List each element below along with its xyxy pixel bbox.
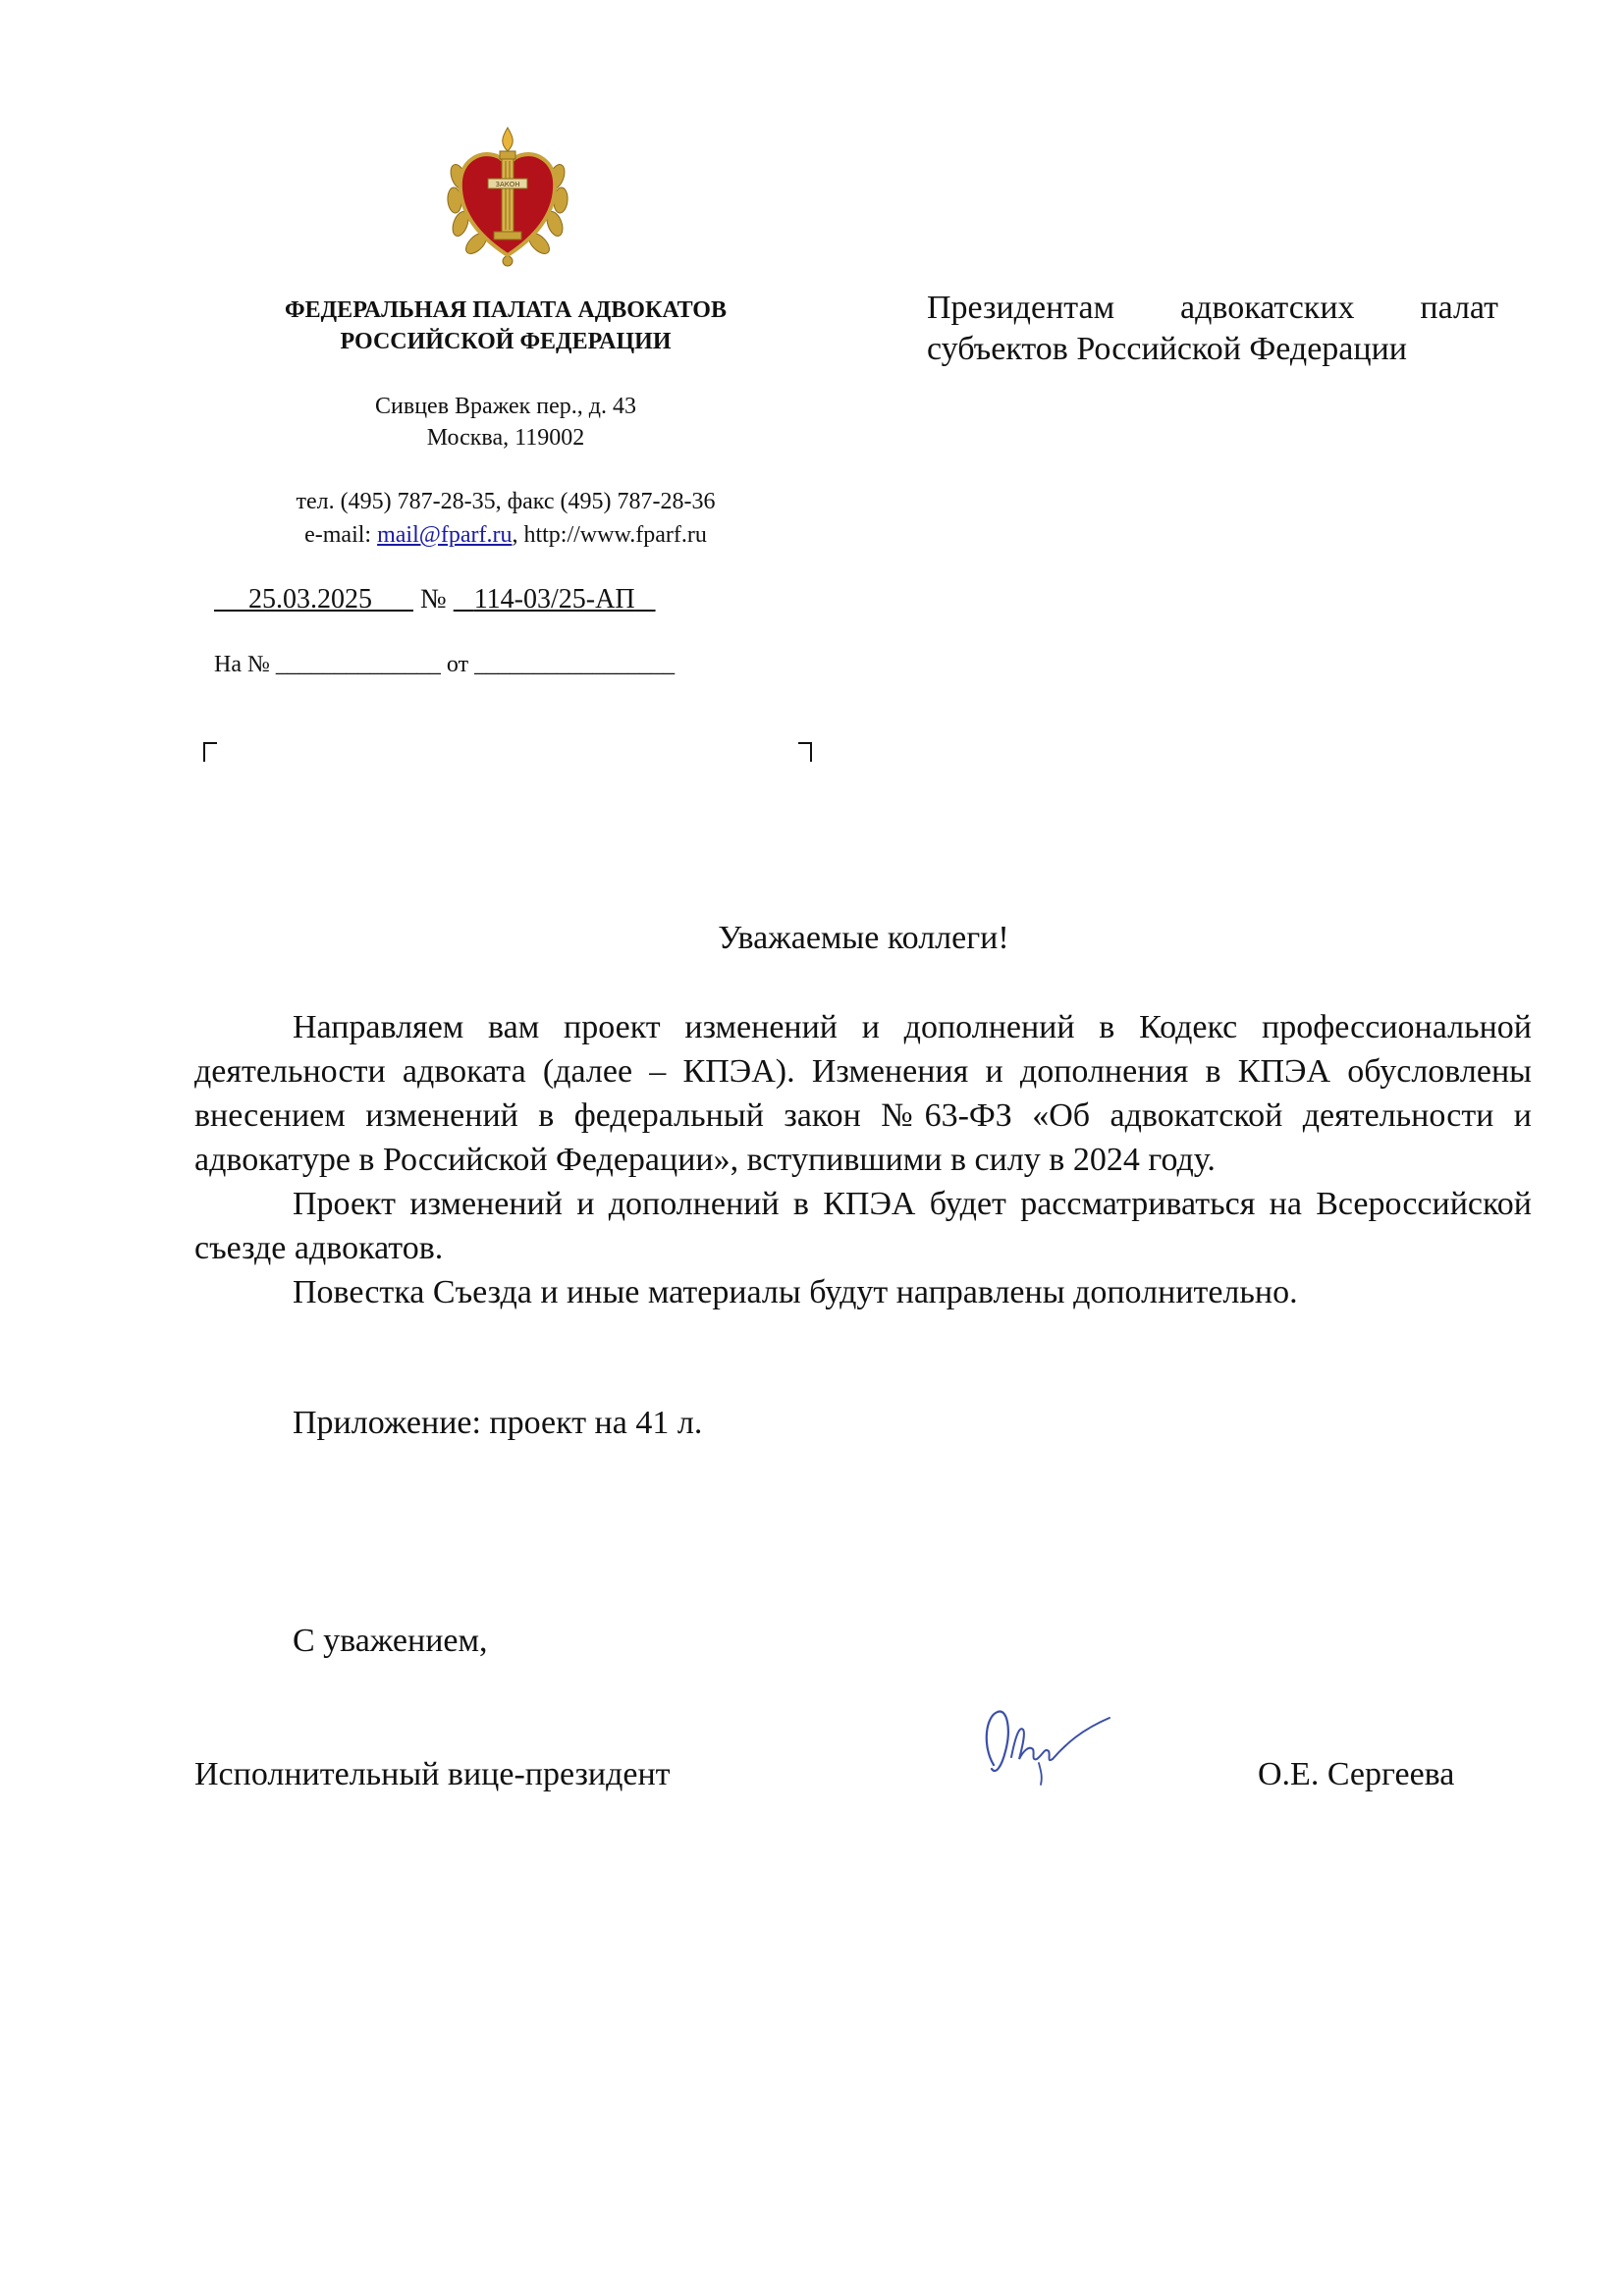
letter-body <box>194 1005 1532 1314</box>
organization-contacts <box>187 485 825 552</box>
address-corner-left <box>203 742 217 762</box>
registration-number: 114-03/25-АП <box>473 584 635 614</box>
org-line-2: РОССИЙСКОЙ ФЕДЕРАЦИИ <box>340 329 672 354</box>
website-text: , http://www.fparf.ru <box>512 522 707 548</box>
from-blank: _________________ <box>474 652 676 677</box>
greeting: Уважаемые коллеги! <box>718 920 1009 956</box>
organization-address <box>187 391 825 454</box>
email-link[interactable]: mail@fparf.ru <box>377 522 513 548</box>
body-paragraph-3: Повестка Съезда и иные материалы будут направлены дополнительно. <box>293 1274 1298 1310</box>
email-web-line <box>187 518 825 552</box>
handwritten-signature <box>972 1686 1129 1794</box>
from-label: от <box>446 652 469 677</box>
address-line-1: Сивцев Вражек пер., д. 43 <box>375 394 636 419</box>
body-paragraph-1: Направляем вам проект изменений и дополнений в Кодекс профессиональной деятельности адвоката (далее – КПЭА). Изменения и дополнения в КПЭА обусловлены внесением изменений в федеральный закон №63-ФЗ «Об адвокатской деятельности и адвокатуре в Российской Федерации», вступившими в силу в 2024 году. <box>194 1009 1532 1178</box>
bar-association-emblem <box>445 118 570 267</box>
registration-line <box>214 583 656 616</box>
ref-blank: ______________ <box>275 652 441 677</box>
closing-regards: С уважением, <box>293 1623 488 1659</box>
signer-position: Исполнительный вице-президент <box>194 1756 671 1792</box>
reference-line <box>214 650 675 679</box>
email-label: e-mail: <box>304 522 378 548</box>
signer-name: О.Е. Сергеева <box>1258 1756 1455 1792</box>
phone-fax-line: тел. (495) 787-28-35, факс (495) 787-28-36 <box>296 489 716 514</box>
svg-text:ЗАКОН: ЗАКОН <box>495 181 520 188</box>
org-line-1: ФЕДЕРАЛЬНАЯ ПАЛАТА АДВОКАТОВ <box>285 297 727 323</box>
recipient-line-1: Президентам адвокатских палат <box>927 290 1498 326</box>
address-line-2: Москва, 119002 <box>426 425 585 451</box>
recipient-block <box>927 288 1498 370</box>
body-paragraph-2: Проект изменений и дополнений в КПЭА будет рассматриваться на Всероссийской съезде адвокатов. <box>194 1186 1532 1266</box>
registration-date: 25.03.2025 <box>248 584 372 614</box>
attachment-note: Приложение: проект на 41 л. <box>293 1405 703 1441</box>
address-corner-right <box>798 742 812 762</box>
number-sign: № <box>420 584 447 614</box>
recipient-line-2: субъектов Российской Федерации <box>927 331 1407 367</box>
organization-name <box>187 294 825 357</box>
ref-label: На № <box>214 652 270 677</box>
